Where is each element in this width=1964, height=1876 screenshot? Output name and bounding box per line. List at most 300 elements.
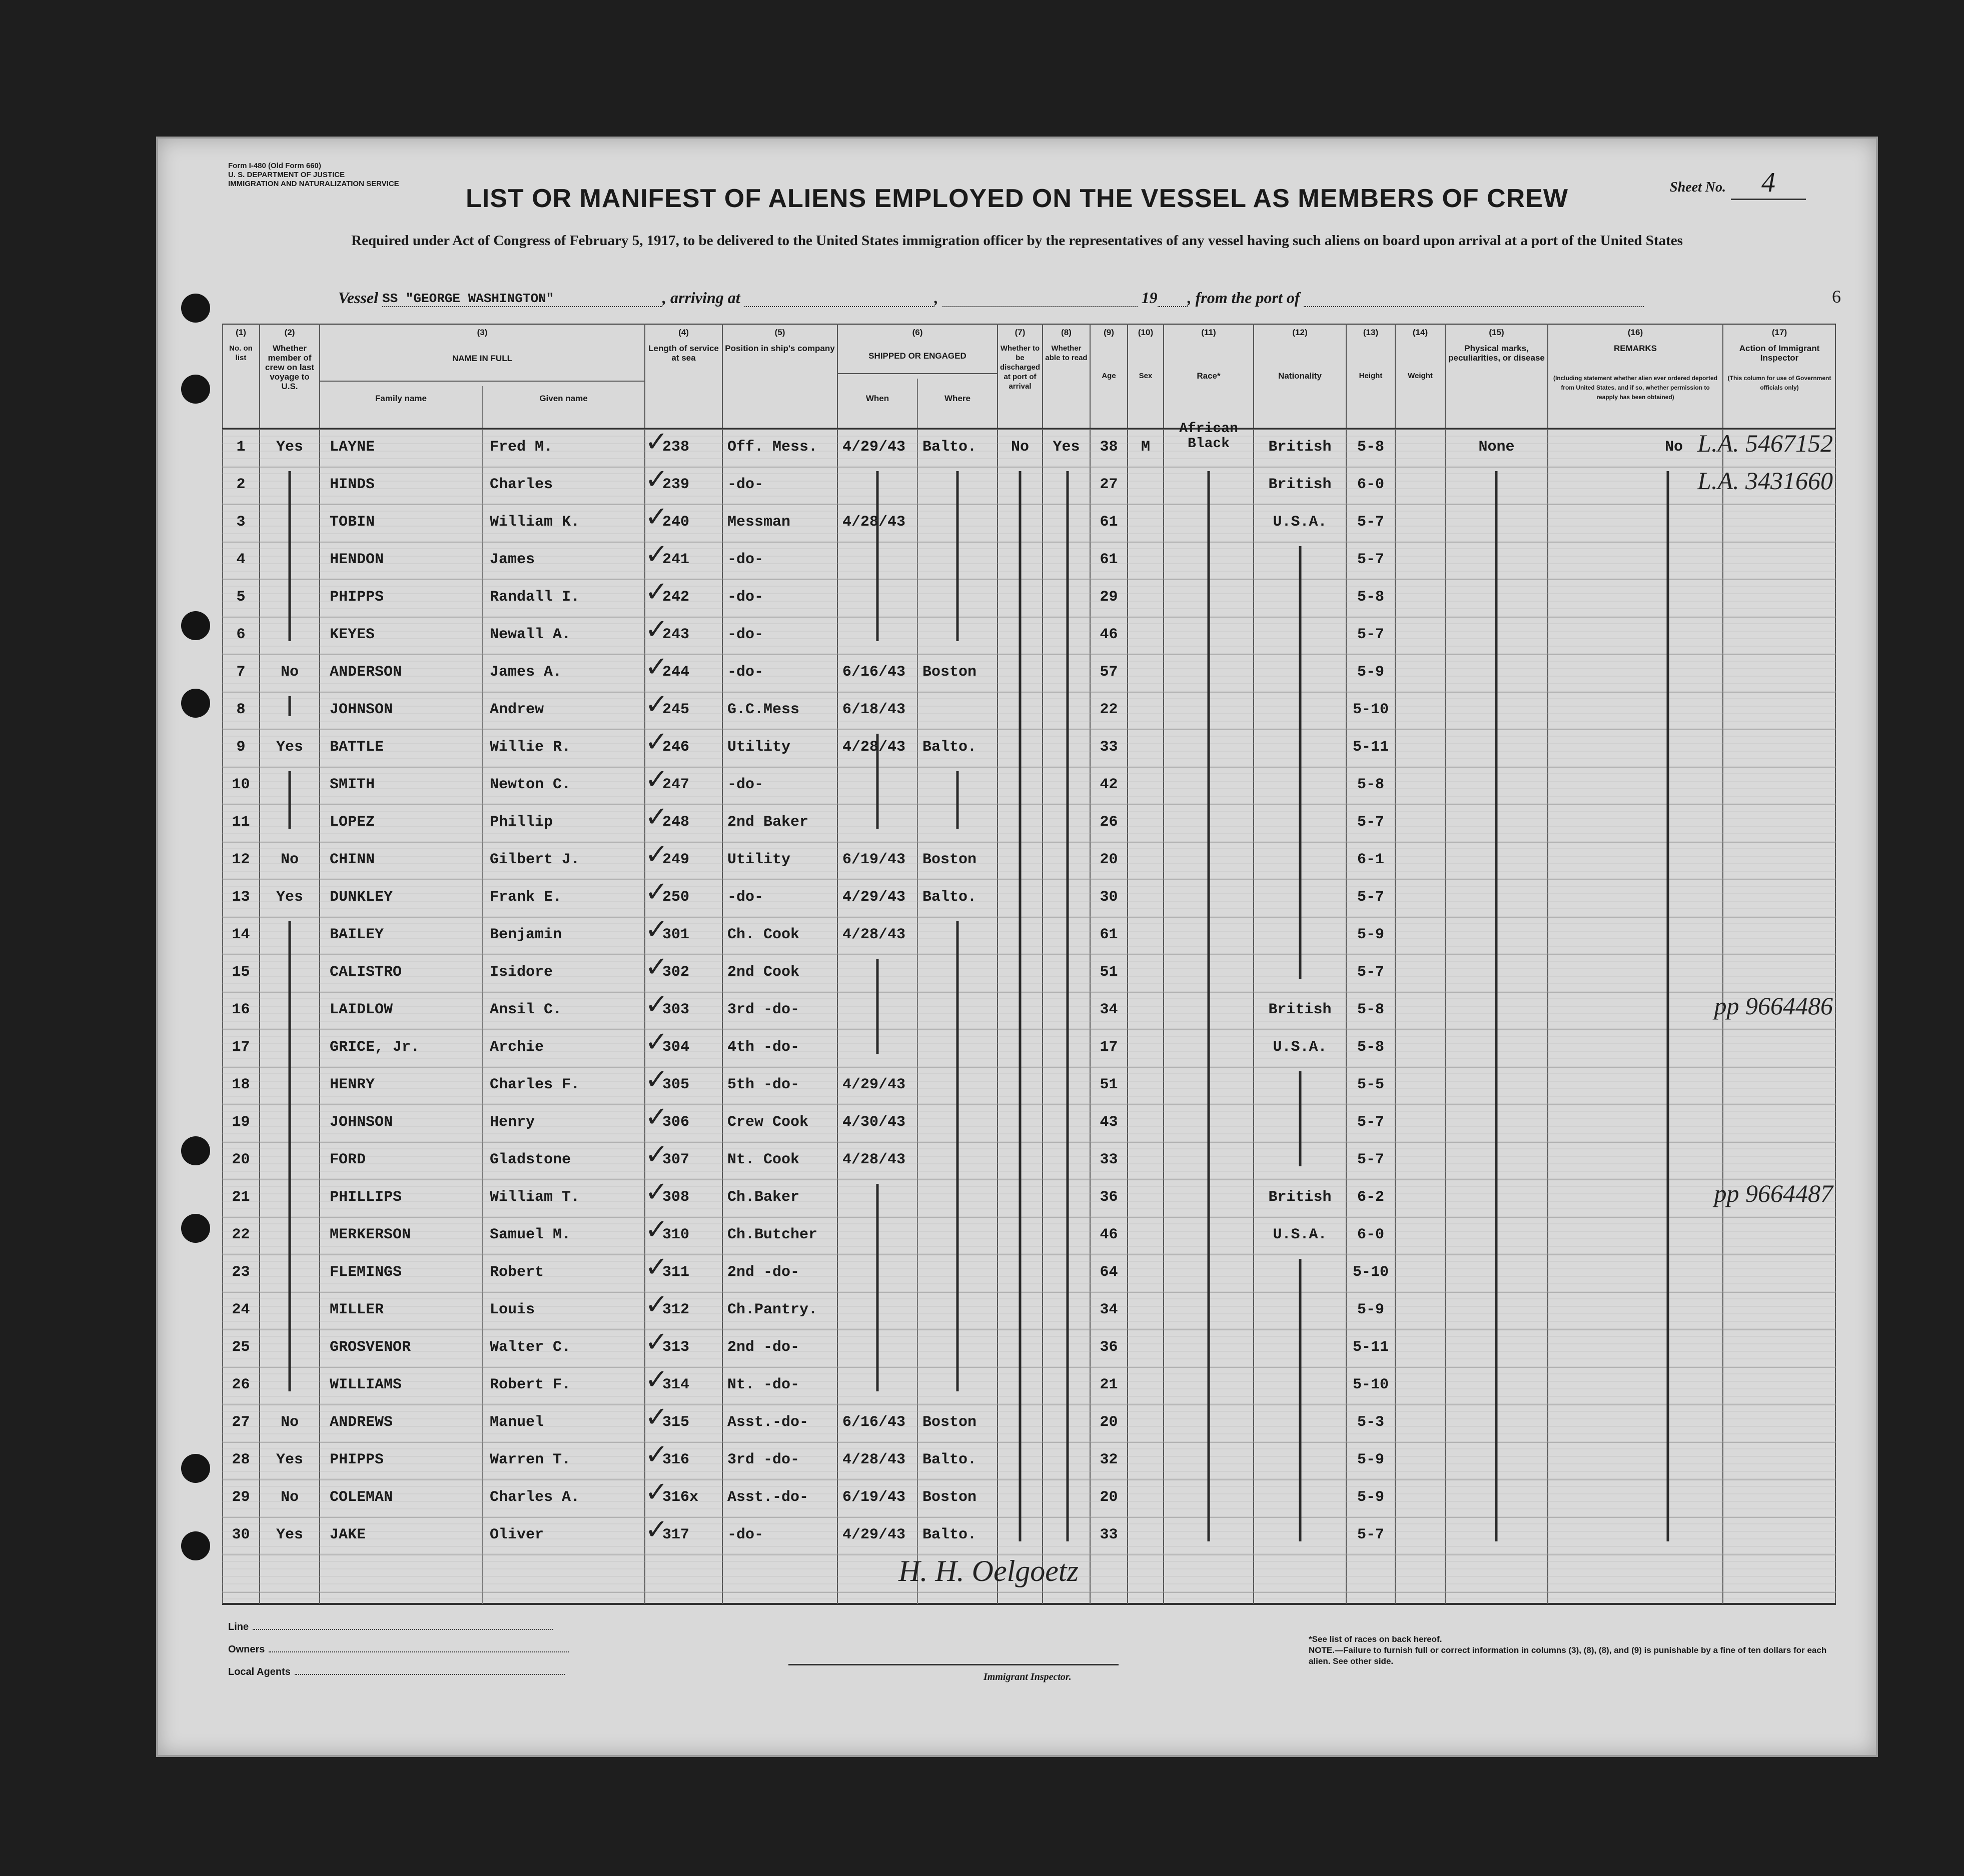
- c10-label: Sex: [1139, 372, 1153, 380]
- row-family: ANDERSON: [330, 664, 402, 681]
- row-where: Balto.: [922, 1526, 977, 1543]
- row-service: 314: [662, 1376, 690, 1393]
- row-family: WILLIAMS: [330, 1376, 402, 1393]
- row-height: 5-7: [1357, 1114, 1384, 1131]
- check-mark-icon: ✓: [645, 763, 668, 796]
- name-in-full-header: NAME IN FULL: [452, 354, 512, 363]
- row-family: MERKERSON: [330, 1226, 411, 1243]
- row-nationality: U.S.A.: [1273, 1226, 1327, 1243]
- row-service: 241: [662, 551, 690, 568]
- check-mark-icon: ✓: [645, 426, 668, 458]
- check-mark-icon: ✓: [645, 1251, 668, 1283]
- row-position: Asst.-do-: [727, 1489, 809, 1506]
- row-position: 2nd Baker: [727, 814, 809, 831]
- row-given: Louis: [490, 1301, 535, 1318]
- row-nationality: U.S.A.: [1273, 1039, 1327, 1056]
- sheet-number-value: 4: [1731, 167, 1806, 200]
- c9-label: Age: [1102, 372, 1116, 380]
- row-position: 4th -do-: [727, 1039, 800, 1056]
- c4-label: Length of service at sea: [648, 344, 719, 363]
- row-age: 38: [1100, 439, 1118, 456]
- c16-sublabel: (Including statement whether alien ever ordered deported from United States, and if so, whether permission to reapply has been obtained): [1553, 375, 1718, 401]
- row-no: 16: [232, 1001, 250, 1018]
- c1-number: (1): [236, 328, 246, 337]
- row-position: -do-: [727, 626, 764, 643]
- row-age: 34: [1100, 1301, 1118, 1318]
- row-prior: No: [280, 1489, 299, 1506]
- row-position: Ch.Butcher: [727, 1226, 818, 1243]
- row-given: Gladstone: [490, 1151, 571, 1168]
- punch-hole: [181, 294, 210, 323]
- row-when: 4/28/43: [842, 1451, 906, 1468]
- row-age: 33: [1100, 1526, 1118, 1543]
- check-mark-icon: ✓: [645, 1288, 668, 1321]
- row-position: Messman: [727, 514, 791, 531]
- row-service: 250: [662, 889, 690, 906]
- row-no: 5: [236, 589, 246, 606]
- row-given: Charles: [490, 476, 553, 493]
- row-read: Yes: [1053, 439, 1080, 456]
- row-no: 14: [232, 926, 250, 943]
- row-service: 305: [662, 1076, 690, 1093]
- row-when: 4/28/43: [842, 514, 906, 531]
- row-position: -do-: [727, 664, 764, 681]
- row-no: 1: [236, 439, 246, 456]
- row-age: 20: [1100, 1414, 1118, 1431]
- row-given: Frank E.: [490, 889, 562, 906]
- row-age: 29: [1100, 589, 1118, 606]
- row-position: 2nd Cook: [727, 964, 800, 981]
- row-where: Balto.: [922, 889, 977, 906]
- check-mark-icon: ✓: [645, 876, 668, 908]
- row-height: 5-7: [1357, 1526, 1384, 1543]
- row-height: 5-8: [1357, 439, 1384, 456]
- row-no: 20: [232, 1151, 250, 1168]
- row-family: LAIDLOW: [330, 1001, 393, 1018]
- row-age: 30: [1100, 889, 1118, 906]
- arriving-port-blank: [744, 306, 934, 307]
- row-age: 20: [1100, 1489, 1118, 1506]
- row-height: 5-7: [1357, 514, 1384, 531]
- row-when: 6/18/43: [842, 701, 906, 718]
- c15-number: (15): [1489, 328, 1504, 337]
- row-position: Utility: [727, 739, 791, 756]
- row-service: 242: [662, 589, 690, 606]
- row-service: 312: [662, 1301, 690, 1318]
- c13-number: (13): [1363, 328, 1379, 337]
- row-remarks: No: [1664, 439, 1683, 456]
- line-label: Line: [228, 1621, 249, 1632]
- row-service: 244: [662, 664, 690, 681]
- check-mark-icon: ✓: [645, 726, 668, 758]
- row-no: 12: [232, 851, 250, 868]
- row-given: Henry: [490, 1114, 535, 1131]
- row-no: 21: [232, 1189, 250, 1206]
- check-mark-icon: ✓: [645, 1176, 668, 1208]
- row-service: 304: [662, 1039, 690, 1056]
- from-port-blank: [1304, 306, 1644, 307]
- row-height: 5-8: [1357, 1039, 1384, 1056]
- row-service: 245: [662, 701, 690, 718]
- arriving-date-blank: [942, 306, 1138, 307]
- c2-label: Whether member of crew on last voyage to U.S.: [265, 344, 315, 391]
- row-when: 4/29/43: [842, 889, 906, 906]
- row-age: 61: [1100, 926, 1118, 943]
- row-family: DUNKLEY: [330, 889, 393, 906]
- row-service: 316: [662, 1451, 690, 1468]
- row-position: -do-: [727, 589, 764, 606]
- row-service: 249: [662, 851, 690, 868]
- row-family: HENRY: [330, 1076, 375, 1093]
- races-note: *See list of races on back hereof.: [1309, 1634, 1442, 1644]
- row-family: CALISTRO: [330, 964, 402, 981]
- row-given: Isidore: [490, 964, 553, 981]
- row-service: 238: [662, 439, 690, 456]
- check-mark-icon: ✓: [645, 613, 668, 646]
- row-service: 302: [662, 964, 690, 981]
- inspector-action: pp 9664486: [1714, 992, 1833, 1020]
- check-mark-icon: ✓: [645, 838, 668, 871]
- row-given: Phillip: [490, 814, 553, 831]
- row-age: 20: [1100, 851, 1118, 868]
- inspector-action: pp 9664487: [1714, 1179, 1833, 1207]
- row-service: 303: [662, 1001, 690, 1018]
- row-when: 4/29/43: [842, 1076, 906, 1093]
- inspector-signature: H. H. Oelgoetz: [898, 1554, 1079, 1587]
- row-family: ANDREWS: [330, 1414, 393, 1431]
- row-family: SMITH: [330, 776, 375, 793]
- check-mark-icon: ✓: [645, 951, 668, 983]
- inspector-action: L.A. 3431660: [1697, 467, 1833, 495]
- row-given: Robert: [490, 1264, 544, 1281]
- inspector-action: L.A. 5467152: [1697, 429, 1833, 457]
- row-family: JAKE: [330, 1526, 366, 1543]
- row-position: 2nd -do-: [727, 1339, 800, 1356]
- footnote: [1309, 1634, 1834, 1667]
- row-given: James: [490, 551, 535, 568]
- c14-number: (14): [1412, 328, 1428, 337]
- row-position: 3rd -do-: [727, 1451, 800, 1468]
- given-name-header: Given name: [539, 394, 588, 403]
- row-age: 51: [1100, 964, 1118, 981]
- c8-label: Whether able to read: [1045, 344, 1088, 362]
- check-mark-icon: ✓: [645, 463, 668, 496]
- row-age: 61: [1100, 514, 1118, 531]
- row-no: 10: [232, 776, 250, 793]
- check-mark-icon: ✓: [645, 688, 668, 721]
- row-age: 33: [1100, 739, 1118, 756]
- crew-table: [222, 324, 1836, 1609]
- row-no: 26: [232, 1376, 250, 1393]
- row-service: 307: [662, 1151, 690, 1168]
- row-age: 32: [1100, 1451, 1118, 1468]
- row-when: 6/19/43: [842, 851, 906, 868]
- row-where: Boston: [922, 664, 977, 681]
- row-no: 28: [232, 1451, 250, 1468]
- row-family: CHINN: [330, 851, 375, 868]
- owners-label: Owners: [228, 1644, 265, 1655]
- row-no: 29: [232, 1489, 250, 1506]
- row-family: BAILEY: [330, 926, 384, 943]
- row-position: Ch.Baker: [727, 1189, 800, 1206]
- row-nationality: British: [1268, 476, 1332, 493]
- page-subtitle: Required under Act of Congress of February 5, 1917, to be delivered to the United States immigration officer by the representatives of any vessel having such aliens on board upon arrival at a port of the United States: [351, 233, 1683, 249]
- row-prior: Yes: [276, 439, 303, 456]
- when-header: When: [865, 394, 889, 403]
- row-given: Charles F.: [490, 1076, 580, 1093]
- row-nationality: British: [1268, 1189, 1332, 1206]
- row-family: JOHNSON: [330, 1114, 393, 1131]
- row-height: 5-7: [1357, 551, 1384, 568]
- row-nationality: U.S.A.: [1273, 514, 1327, 531]
- row-family: BATTLE: [330, 739, 384, 756]
- c6-number: (6): [912, 328, 923, 337]
- row-service: 313: [662, 1339, 690, 1356]
- row-age: 51: [1100, 1076, 1118, 1093]
- row-nationality: British: [1268, 1001, 1332, 1018]
- c8-number: (8): [1061, 328, 1072, 337]
- row-no: 4: [236, 551, 246, 568]
- row-prior: Yes: [276, 1526, 303, 1543]
- c4-number: (4): [678, 328, 689, 337]
- row-service: 248: [662, 814, 690, 831]
- row-given: Benjamin: [490, 926, 562, 943]
- row-service: 317: [662, 1526, 690, 1543]
- row-discharge: No: [1011, 439, 1029, 456]
- row-height: 5-9: [1357, 1301, 1384, 1318]
- row-given: Robert F.: [490, 1376, 571, 1393]
- row-age: 22: [1100, 701, 1118, 718]
- c12-label: Nationality: [1278, 371, 1322, 381]
- check-mark-icon: ✓: [645, 1138, 668, 1171]
- check-mark-icon: ✓: [645, 1101, 668, 1133]
- row-given: William K.: [490, 514, 580, 531]
- row-family: LOPEZ: [330, 814, 375, 831]
- page-title: LIST OR MANIFEST OF ALIENS EMPLOYED ON THE VESSEL AS MEMBERS OF CREW: [466, 184, 1568, 213]
- c17-label: Action of Immigrant Inspector: [1739, 344, 1820, 363]
- punch-hole: [181, 375, 210, 404]
- where-header: Where: [944, 394, 970, 403]
- c1-label: No. on list: [229, 344, 253, 362]
- row-service: 315: [662, 1414, 690, 1431]
- row-height: 5-8: [1357, 589, 1384, 606]
- signature-line: [788, 1664, 1119, 1665]
- row-no: 13: [232, 889, 250, 906]
- punch-hole: [181, 689, 210, 718]
- row-family: HENDON: [330, 551, 384, 568]
- year-label: 19: [1141, 289, 1158, 307]
- row-age: 33: [1100, 1151, 1118, 1168]
- c13-label: Height: [1359, 372, 1383, 380]
- row-given: Ansil C.: [490, 1001, 562, 1018]
- manifest-sheet: [156, 137, 1878, 1757]
- row-height: 5-8: [1357, 1001, 1384, 1018]
- row-prior: Yes: [276, 1451, 303, 1468]
- row-position: Off. Mess.: [727, 439, 818, 456]
- row-race: African Black: [1179, 421, 1238, 452]
- row-position: 3rd -do-: [727, 1001, 800, 1018]
- row-where: Balto.: [922, 739, 977, 756]
- row-position: Utility: [727, 851, 791, 868]
- row-given: Willie R.: [490, 739, 571, 756]
- check-mark-icon: ✓: [645, 988, 668, 1021]
- row-given: Newton C.: [490, 776, 571, 793]
- row-no: 8: [236, 701, 246, 718]
- row-height: 5-7: [1357, 626, 1384, 643]
- check-mark-icon: ✓: [645, 1513, 668, 1546]
- row-where: Balto.: [922, 439, 977, 456]
- row-position: G.C.Mess: [727, 701, 800, 718]
- row-given: Andrew: [490, 701, 544, 718]
- row-service: 311: [662, 1264, 690, 1281]
- row-where: Boston: [922, 1489, 977, 1506]
- row-no: 30: [232, 1526, 250, 1543]
- c3-number: (3): [477, 328, 488, 337]
- row-service: 308: [662, 1189, 690, 1206]
- row-when: 4/28/43: [842, 926, 906, 943]
- row-age: 34: [1100, 1001, 1118, 1018]
- punch-hole: [181, 1214, 210, 1243]
- row-service: 240: [662, 514, 690, 531]
- row-given: Warren T.: [490, 1451, 571, 1468]
- row-no: 23: [232, 1264, 250, 1281]
- row-family: GROSVENOR: [330, 1339, 411, 1356]
- row-position: Nt. Cook: [727, 1151, 800, 1168]
- row-age: 61: [1100, 551, 1118, 568]
- row-no: 6: [236, 626, 246, 643]
- c11-label: Race*: [1197, 371, 1221, 381]
- family-name-header: Family name: [375, 394, 427, 403]
- row-given: James A.: [490, 664, 562, 681]
- row-given: Fred M.: [490, 439, 553, 456]
- row-no: 18: [232, 1076, 250, 1093]
- row-family: MILLER: [330, 1301, 384, 1318]
- row-family: PHIPPS: [330, 589, 384, 606]
- row-given: Charles A.: [490, 1489, 580, 1506]
- row-no: 2: [236, 476, 246, 493]
- row-given: Samuel M.: [490, 1226, 571, 1243]
- row-service: 306: [662, 1114, 690, 1131]
- check-mark-icon: ✓: [645, 1326, 668, 1358]
- row-service: 247: [662, 776, 690, 793]
- c5-label: Position in ship's company: [725, 344, 835, 353]
- row-no: 25: [232, 1339, 250, 1356]
- row-age: 27: [1100, 476, 1118, 493]
- row-service: 246: [662, 739, 690, 756]
- c10-number: (10): [1138, 328, 1154, 337]
- vessel-line: Vessel SS "GEORGE WASHINGTON" , arriving at , 19 , from the port of: [338, 289, 1644, 307]
- row-marks: None: [1478, 439, 1515, 456]
- c7-number: (7): [1015, 328, 1026, 337]
- row-height: 5-10: [1352, 701, 1389, 718]
- form-code-line: IMMIGRATION AND NATURALIZATION SERVICE: [228, 180, 399, 188]
- row-prior: No: [280, 664, 299, 681]
- vessel-label: Vessel: [338, 289, 378, 307]
- c2-number: (2): [284, 328, 295, 337]
- punch-hole: [181, 611, 210, 640]
- owners-field: [228, 1644, 569, 1655]
- row-when: 4/29/43: [842, 1526, 906, 1543]
- row-no: 3: [236, 514, 246, 531]
- check-mark-icon: ✓: [645, 1438, 668, 1471]
- row-given: Archie: [490, 1039, 544, 1056]
- row-given: Gilbert J.: [490, 851, 580, 868]
- c11-number: (11): [1201, 328, 1216, 337]
- row-given: William T.: [490, 1189, 580, 1206]
- row-position: -do-: [727, 776, 764, 793]
- row-no: 11: [232, 814, 250, 831]
- row-age: 36: [1100, 1339, 1118, 1356]
- form-code-line: Form I-480 (Old Form 660): [228, 162, 321, 170]
- penalty-note: NOTE.—Failure to furnish full or correct information in columns (3), (8), (8), and (9) is punishable by a fine of ten dollars for each alien. See other side.: [1309, 1645, 1827, 1666]
- row-position: Crew Cook: [727, 1114, 809, 1131]
- row-position: Ch. Cook: [727, 926, 800, 943]
- check-mark-icon: ✓: [645, 501, 668, 533]
- row-sex: M: [1141, 439, 1150, 456]
- row-nationality: British: [1268, 439, 1332, 456]
- row-height: 5-7: [1357, 889, 1384, 906]
- row-age: 46: [1100, 1226, 1118, 1243]
- row-family: KEYES: [330, 626, 375, 643]
- row-family: LAYNE: [330, 439, 375, 456]
- row-service: 316x: [662, 1489, 699, 1506]
- row-family: PHIPPS: [330, 1451, 384, 1468]
- row-age: 21: [1100, 1376, 1118, 1393]
- arriving-label: , arriving at: [662, 289, 740, 307]
- row-no: 27: [232, 1414, 250, 1431]
- check-mark-icon: ✓: [645, 801, 668, 833]
- row-height: 5-9: [1357, 926, 1384, 943]
- row-service: 243: [662, 626, 690, 643]
- row-height: 6-0: [1357, 476, 1384, 493]
- row-where: Boston: [922, 851, 977, 868]
- punch-hole: [181, 1531, 210, 1560]
- row-height: 5-9: [1357, 1489, 1384, 1506]
- c7-label: Whether to be discharged at port of arrival: [1000, 344, 1041, 391]
- check-mark-icon: ✓: [645, 1026, 668, 1058]
- row-service: 239: [662, 476, 690, 493]
- row-height: 5-10: [1352, 1376, 1389, 1393]
- c16-label: REMARKS: [1614, 344, 1657, 353]
- row-age: 46: [1100, 626, 1118, 643]
- row-no: 22: [232, 1226, 250, 1243]
- row-when: 4/30/43: [842, 1114, 906, 1131]
- row-height: 5-3: [1357, 1414, 1384, 1431]
- row-height: 5-11: [1352, 1339, 1389, 1356]
- row-family: PHILLIPS: [330, 1189, 402, 1206]
- row-given: Walter C.: [490, 1339, 571, 1356]
- check-mark-icon: ✓: [645, 913, 668, 946]
- row-no: 9: [236, 739, 246, 756]
- punch-hole: [181, 1136, 210, 1165]
- row-service: 301: [662, 926, 690, 943]
- row-given: Newall A.: [490, 626, 571, 643]
- row-when: 4/29/43: [842, 439, 906, 456]
- row-age: 42: [1100, 776, 1118, 793]
- inspector-label: Immigrant Inspector.: [984, 1671, 1072, 1682]
- c16-number: (16): [1627, 328, 1643, 337]
- row-age: 43: [1100, 1114, 1118, 1131]
- row-when: 4/28/43: [842, 739, 906, 756]
- row-family: HINDS: [330, 476, 375, 493]
- year-blank: [1158, 306, 1188, 307]
- row-position: 5th -do-: [727, 1076, 800, 1093]
- row-given: Manuel: [490, 1414, 544, 1431]
- row-height: 5-11: [1352, 739, 1389, 756]
- row-family: TOBIN: [330, 514, 375, 531]
- row-age: 17: [1100, 1039, 1118, 1056]
- row-when: 6/16/43: [842, 664, 906, 681]
